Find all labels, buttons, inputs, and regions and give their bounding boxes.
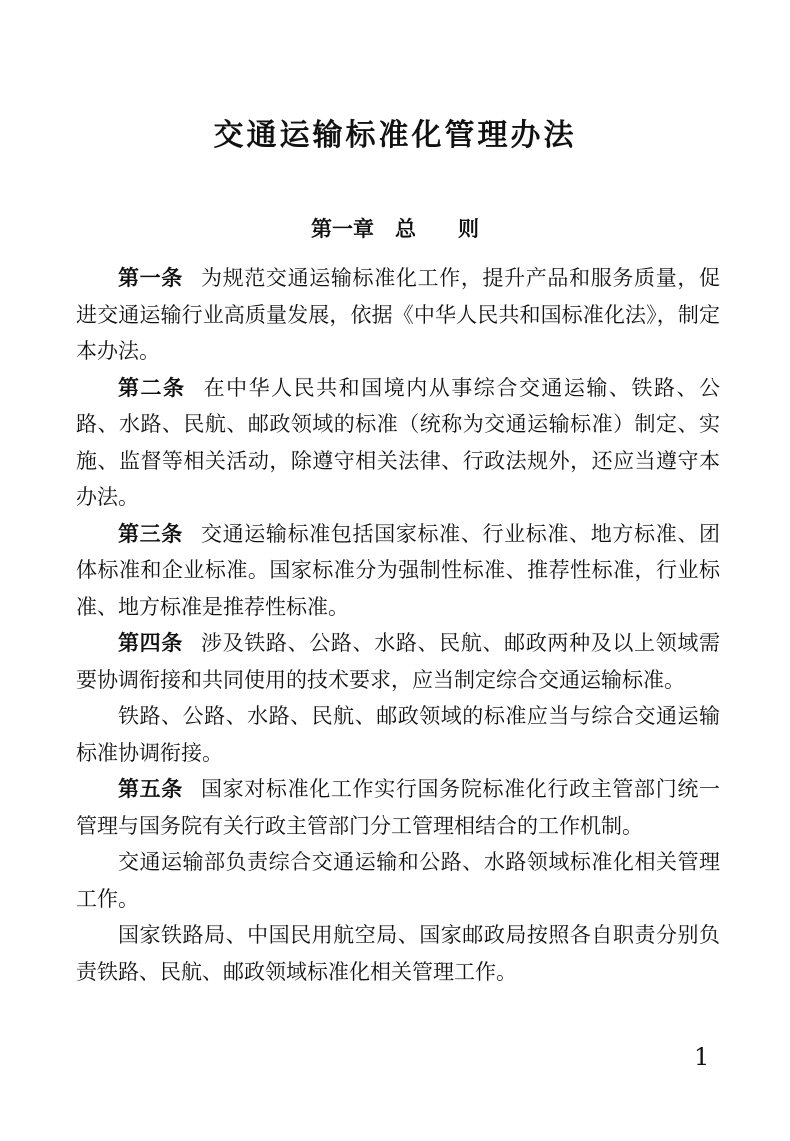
article-5 [76, 771, 720, 844]
article-4 [76, 625, 720, 698]
paragraph-text: 国家铁路局、中国民用航空局、国家邮政局按照各自职责分别负责铁路、民航、邮政领域标准化相关管理工作。 [76, 923, 720, 984]
article-text: 在中华人民共和国境内从事综合交通运输、铁路、公路、水路、民航、邮政领域的标准（统称为交通运输标准）制定、实施、监督等相关活动，除遵守相关法律、行政法规外，还应当遵守本办法。 [76, 375, 721, 509]
article-text: 涉及铁路、公路、水路、民航、邮政两种及以上领域需要协调衔接和共同使用的技术要求，应当制定综合交通运输标准。 [76, 631, 721, 692]
page-number: 1 [694, 1043, 710, 1071]
paragraph-text: 交通运输部负责综合交通运输和公路、水路领域标准化相关管理工作。 [76, 850, 720, 911]
article-text: 国家对标准化工作实行国务院标准化行政主管部门统一管理与国务院有关行政主管部门分工管理相结合的工作机制。 [76, 777, 721, 838]
chapter-heading: 第一章 总 则 [311, 217, 479, 241]
article-label: 第一条 [118, 266, 183, 290]
article-1 [76, 260, 720, 370]
article-3 [76, 516, 720, 626]
paragraph-text: 铁路、公路、水路、民航、邮政领域的标准应当与综合交通运输标准协调衔接。 [76, 704, 720, 765]
document-title: 交通运输标准化管理办法 [213, 118, 577, 153]
article-label: 第三条 [118, 521, 183, 546]
article-2 [76, 370, 720, 516]
article-label: 第四条 [118, 631, 183, 655]
article-5-clause-2 [76, 844, 720, 917]
article-text: 为规范交通运输标准化工作，提升产品和服务质量，促进交通运输行业高质量发展，依据《中华人民共和国标准化法》，制定本办法。 [76, 266, 721, 363]
article-4-clause-2 [76, 698, 720, 771]
article-text: 交通运输标准包括国家标准、行业标准、地方标准、团体标准和企业标准。国家标准分为强制性标准、推荐性标准，行业标准、地方标准是推荐性标准。 [76, 521, 721, 619]
article-label: 第五条 [118, 777, 183, 801]
article-label: 第二条 [118, 375, 186, 400]
article-5-clause-3 [76, 917, 720, 990]
document-body [76, 260, 720, 990]
